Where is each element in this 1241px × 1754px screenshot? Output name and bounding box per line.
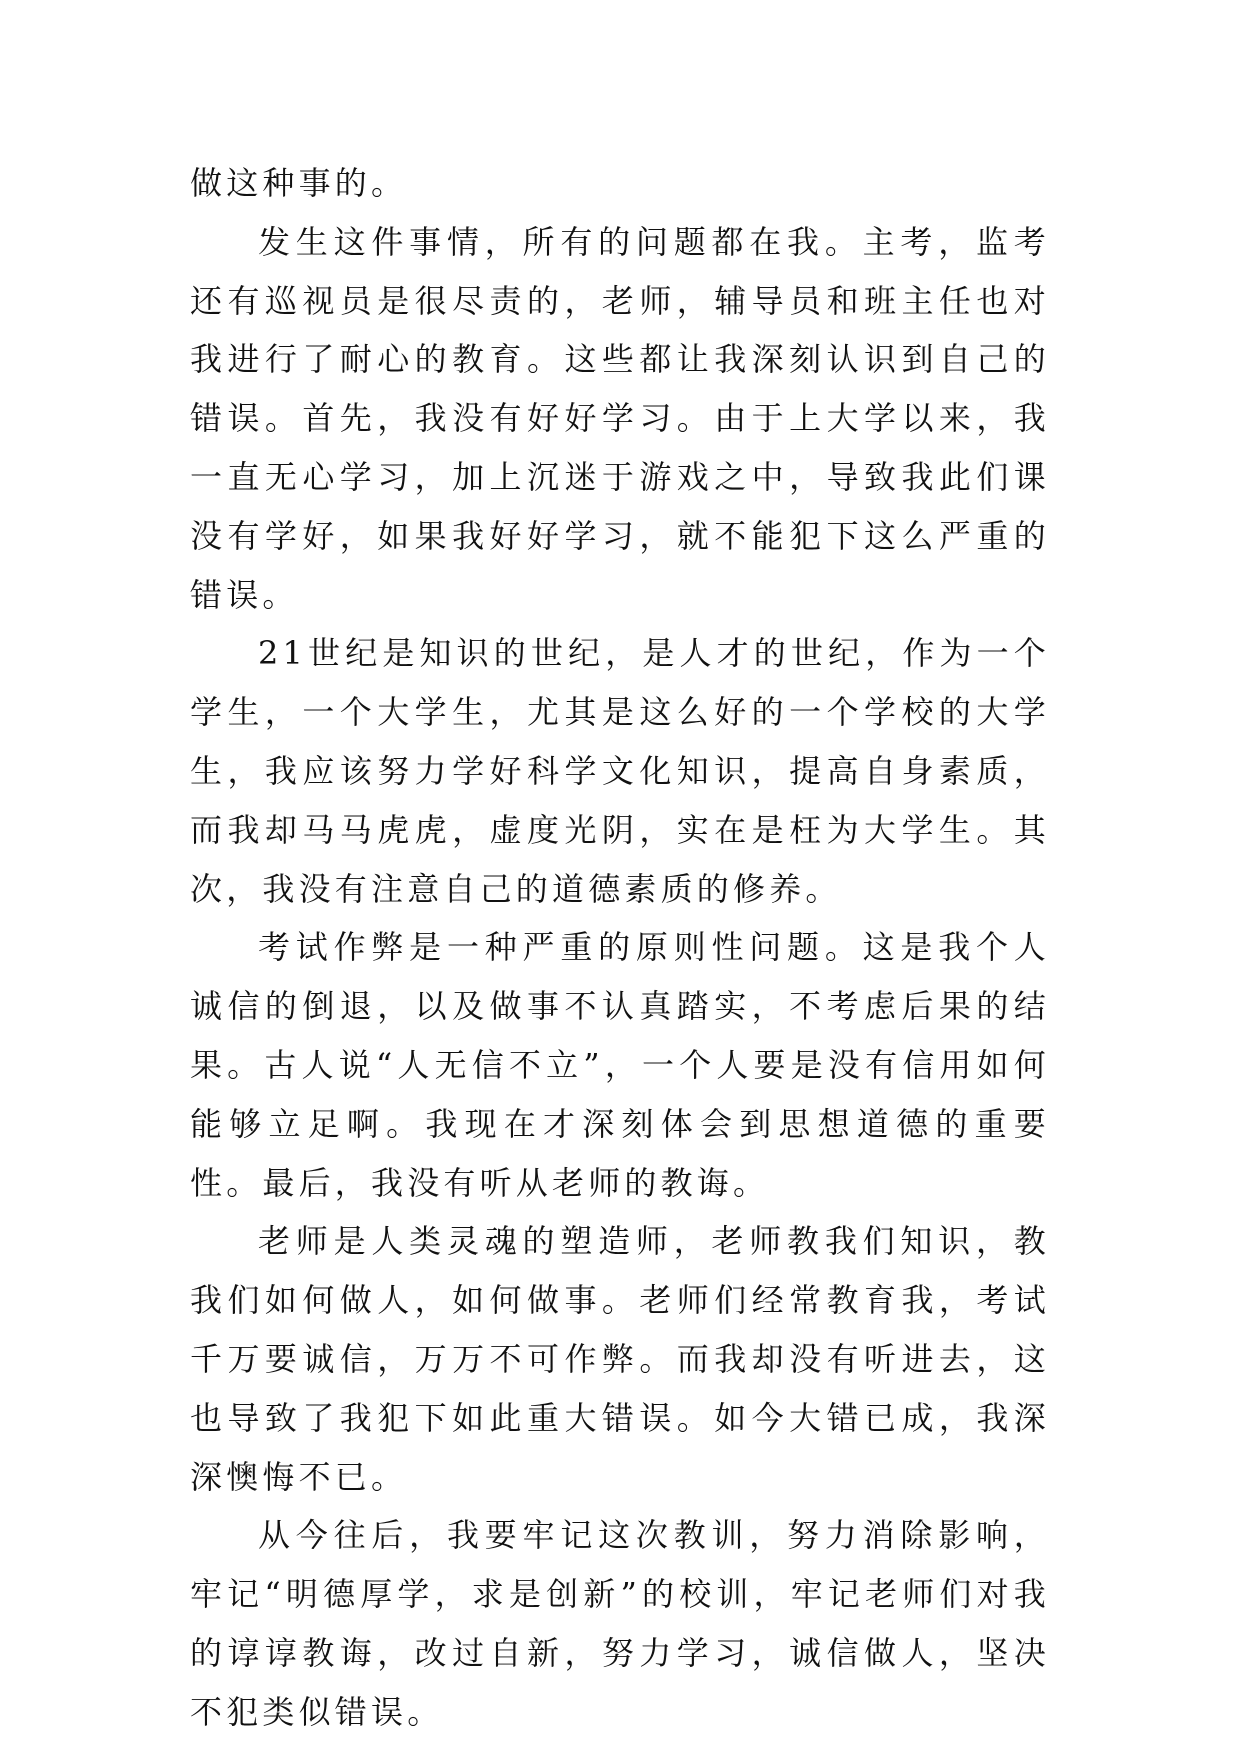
paragraph-1: 做这种事的。 [190,164,408,202]
paragraph-3: 21世纪是知识的世纪，是人才的世纪，作为一个学生，一个大学生，尤其是这么好的一个学校的大学生，我应该努力学好科学文化知识，提高自身素质，而我却马马虎虎，虚度光阴，实在是枉为大学生。其次，我没有注意自己的道德素质的修养。 [190,634,1050,908]
document-body [190,154,1050,1742]
paragraph-2: 发生这件事情，所有的问题都在我。主考，监考还有巡视员是很尽责的，老师，辅导员和班主任也对我进行了耐心的教育。这些都让我深刻认识到自己的错误。首先，我没有好好学习。由于上大学以来，我一直无心学习，加上沉迷于游戏之中，导致我此们课没有学好，如果我好好学习，就不能犯下这么严重的错误。 [190,222,1050,614]
paragraph-6: 从今往后，我要牢记这次教训，努力消除影响，牢记“明德厚学，求是创新”的校训，牢记老师们对我的谆谆教诲，改过自新，努力学习，诚信做人，坚决不犯类似错误。 [190,1516,1050,1731]
paragraph-4: 考试作弊是一种严重的原则性问题。这是我个人诚信的倒退，以及做事不认真踏实，不考虑后果的结果。古人说“人无信不立”，一个人要是没有信用如何能够立足啊。我现在才深刻体会到思想道德的重要性。最后，我没有听从老师的教诲。 [190,928,1050,1202]
paragraph-5: 老师是人类灵魂的塑造师，老师教我们知识，教我们如何做人，如何做事。老师们经常教育我，考试千万要诚信，万万不可作弊。而我却没有听进去，这也导致了我犯下如此重大错误。如今大错已成，我深深懊悔不已。 [190,1222,1050,1496]
